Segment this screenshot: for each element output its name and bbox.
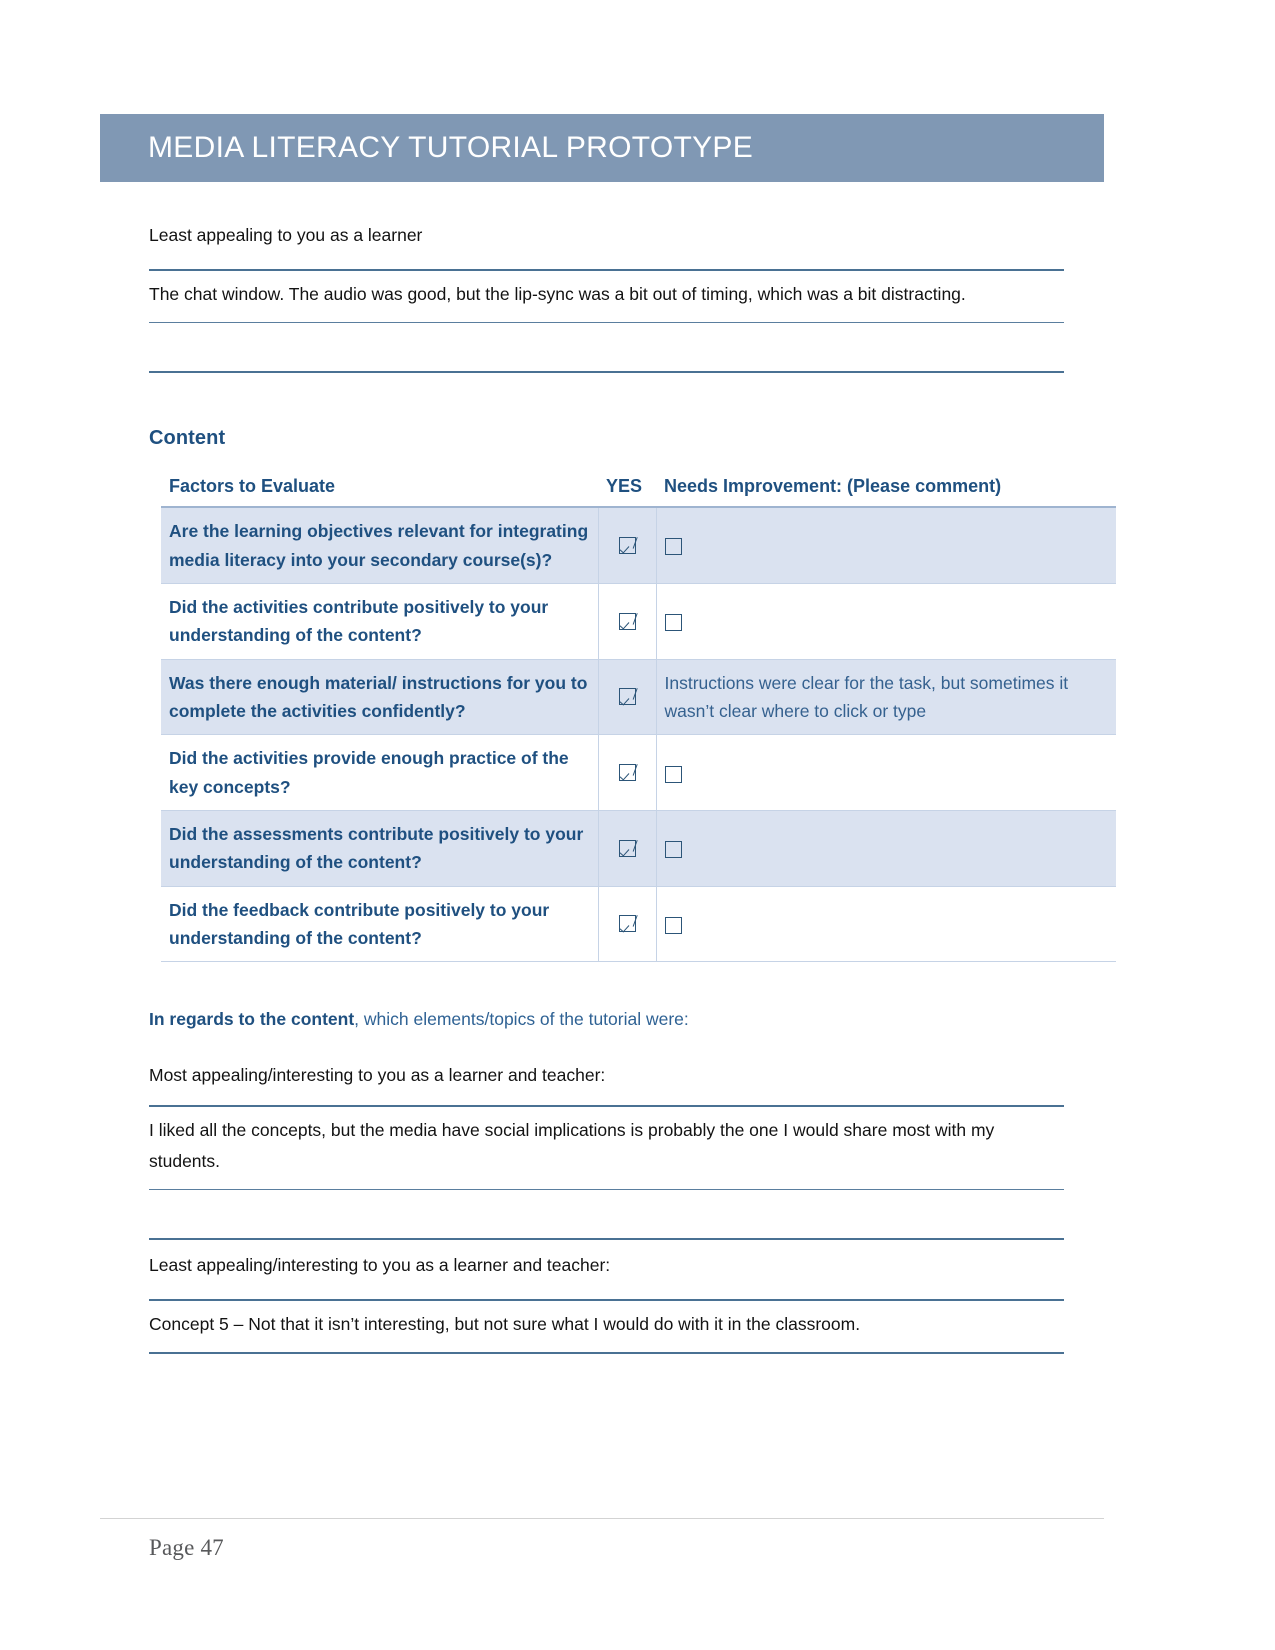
table-row — [161, 659, 1116, 735]
spacer — [149, 1107, 1064, 1115]
most-appealing-answer[interactable]: I liked all the concepts, but the media have social implications is probably the one I would share most with my students. — [149, 1119, 995, 1171]
footer-divider — [100, 1518, 1104, 1519]
factor-text: Did the feedback contribute positively to your understanding of the content? — [161, 886, 598, 962]
spacer — [149, 1279, 1064, 1299]
yes-cell[interactable] — [598, 583, 656, 659]
table-body — [161, 507, 1116, 962]
factor-text: Did the activities provide enough practice of the key concepts? — [161, 735, 598, 811]
least-appealing-learner-answer[interactable]: The chat window. The audio was good, but the lip-sync was a bit out of timing, which was a bit distracting. — [149, 284, 966, 305]
table-row — [161, 507, 1116, 583]
table-header-row — [161, 474, 1116, 507]
spacer — [149, 249, 1064, 269]
table-row — [161, 811, 1116, 887]
spacer — [149, 310, 1064, 322]
factor-text: Did the assessments contribute positively to your understanding of the content? — [161, 811, 598, 887]
spacer — [149, 962, 1064, 1006]
in-regards-lead — [149, 1006, 1064, 1033]
page-header-banner — [100, 114, 1104, 182]
checkbox-checked-icon[interactable] — [619, 764, 636, 781]
checkbox-checked-icon[interactable] — [619, 537, 636, 554]
blank-answer-space[interactable] — [149, 1190, 1064, 1238]
page-number: Page 47 — [149, 1535, 224, 1560]
checkbox-checked-icon[interactable] — [619, 840, 636, 857]
needs-cell[interactable] — [656, 659, 1116, 735]
spacer — [149, 1240, 1064, 1252]
spacer — [149, 373, 1064, 427]
spacer — [149, 1301, 1064, 1309]
column-header-needs-improvement: Needs Improvement: (Please comment) — [656, 474, 1116, 507]
least-appealing-prompt: Least appealing/interesting to you as a learner and teacher: — [149, 1254, 611, 1275]
answer-rule — [149, 1352, 1064, 1354]
spacer — [149, 450, 1064, 474]
column-header-yes: YES — [598, 474, 656, 507]
table-row — [161, 886, 1116, 962]
table-row — [161, 583, 1116, 659]
yes-cell[interactable] — [598, 507, 656, 583]
needs-cell[interactable] — [656, 886, 1116, 962]
checkbox-unchecked-icon[interactable] — [665, 614, 682, 631]
checkbox-checked-icon[interactable] — [619, 613, 636, 630]
checkbox-unchecked-icon[interactable] — [665, 917, 682, 934]
checkbox-checked-icon[interactable] — [619, 688, 636, 705]
in-regards-lead-bold: In regards to the content — [149, 1009, 355, 1030]
needs-cell[interactable] — [656, 583, 1116, 659]
factor-text: Did the activities contribute positively to your understanding of the content? — [161, 583, 598, 659]
most-appealing-prompt: Most appealing/interesting to you as a learner and teacher: — [149, 1064, 606, 1085]
in-regards-lead-rest: , which elements/topics of the tutorial were: — [354, 1009, 689, 1030]
spacer — [149, 271, 1064, 279]
content-section-heading: Content — [149, 427, 226, 450]
checkbox-unchecked-icon[interactable] — [665, 538, 682, 555]
page-title: MEDIA LITERACY TUTORIAL PROTOTYPE — [148, 131, 754, 164]
yes-cell[interactable] — [598, 735, 656, 811]
table-row — [161, 735, 1116, 811]
spacer — [149, 1177, 1064, 1189]
least-appealing-learner-prompt: Least appealing to you as a learner — [149, 225, 423, 245]
document-body — [149, 222, 1069, 1354]
column-header-factors: Factors to Evaluate — [161, 474, 598, 507]
yes-cell[interactable] — [598, 886, 656, 962]
needs-comment: Instructions were clear for the task, but sometimes it wasn’t clear where to click or type — [664, 672, 1069, 721]
spacer — [149, 1089, 1064, 1105]
checkbox-unchecked-icon[interactable] — [665, 841, 682, 858]
factor-text: Are the learning objectives relevant for integrating media literacy into your secondary course(s)? — [161, 507, 598, 583]
blank-answer-space[interactable] — [149, 323, 1064, 371]
spacer — [149, 1340, 1064, 1352]
content-evaluation-table — [161, 474, 1116, 962]
checkbox-unchecked-icon[interactable] — [665, 766, 682, 783]
yes-cell[interactable] — [598, 659, 656, 735]
needs-cell[interactable] — [656, 735, 1116, 811]
yes-cell[interactable] — [598, 811, 656, 887]
checkbox-checked-icon[interactable] — [619, 915, 636, 932]
spacer — [149, 1034, 1064, 1062]
least-appealing-answer[interactable]: Concept 5 – Not that it isn’t interesting, but not sure what I would do with it in the classroom. — [149, 1314, 861, 1335]
factor-text: Was there enough material/ instructions for you to complete the activities confidently? — [161, 659, 598, 735]
needs-cell[interactable] — [656, 811, 1116, 887]
needs-cell[interactable] — [656, 507, 1116, 583]
